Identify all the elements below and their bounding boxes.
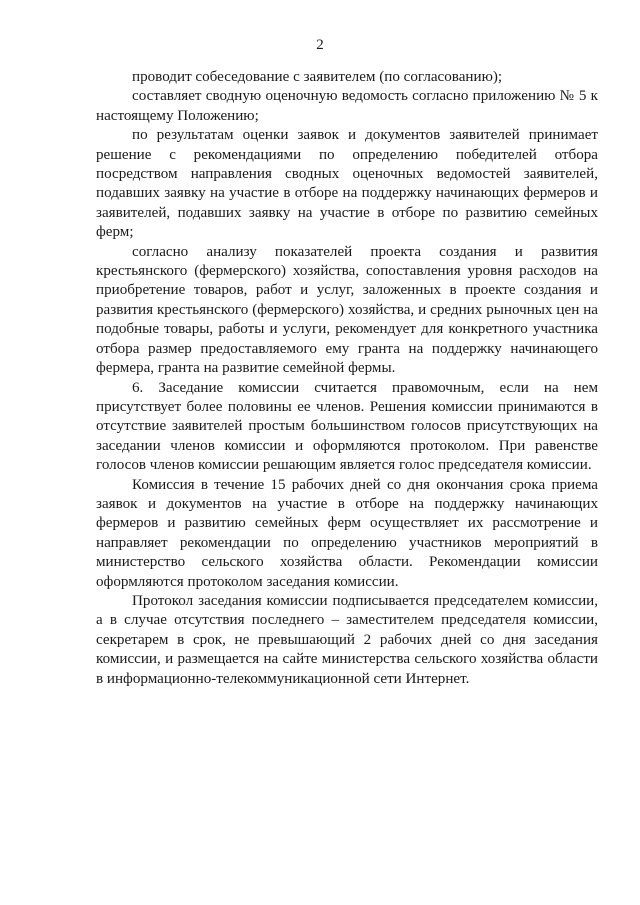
page-number: 2 (316, 37, 324, 53)
paragraph-interview: проводит собеседование с заявителем (по согласованию); (132, 69, 503, 85)
paragraph-decision: по результатам оценки заявок и документов заявителей принимает решение с рекомендациями по определению победителей отбора посредством направления сводных оценочных ведомостей заявителей, подавших заявку на участие в отборе на поддержку начинающих фермеров и заявителей, подавших заявку на участие в отборе по развитию семейных ферм; (96, 127, 598, 241)
document-body (96, 68, 598, 689)
paragraph-protocol: Протокол заседания комиссии подписывается председателем комиссии, а в случае отсутствия последнего – заместителем председателя комиссии, секретарем в срок, не превышающий 2 рабочих дней со дня заседания комиссии, и размещается на сайте министерства сельского хозяйства области в информационно-телекоммуникационной сети Интернет. (96, 592, 598, 687)
paragraph-summary-sheet: составляет сводную оценочную ведомость согласно приложению № 5 к настоящему Положению; (96, 88, 598, 124)
paragraph-review-period: Комиссия в течение 15 рабочих дней со дня окончания срока приема заявок и документов на участие в отборе на поддержку начинающих фермеров и развитию семейных ферм осуществляет их рассмотрение и направляет рекомендации по определению участников мероприятий в министерство сельского хозяйства области. Рекомендации комиссии оформляются протоколом заседания комиссии. (96, 476, 598, 590)
paragraph-quorum: 6. Заседание комиссии считается правомочным, если на нем присутствует более половины ее членов. Решения комиссии принимаются в отсутствие заявителей простым большинством голосов присутствующих на заседании членов комиссии и оформляются протоколом. При равенстве голосов членов комиссии решающим является голос председателя комиссии. (96, 379, 598, 474)
paragraph-grant-amount: согласно анализу показателей проекта создания и развития крестьянского (фермерского) хозяйства, сопоставления уровня расходов на приобретение товаров, работ и услуг, заложенных в проекте создания и развития крестьянского (фермерского) хозяйства, и средних рыночных цен на подобные товары, работы и услуги, рекомендует для конкретного участника отбора размер предоставляемого ему гранта на поддержку начинающего фермера, гранта на развитие семейной фермы. (96, 243, 598, 377)
